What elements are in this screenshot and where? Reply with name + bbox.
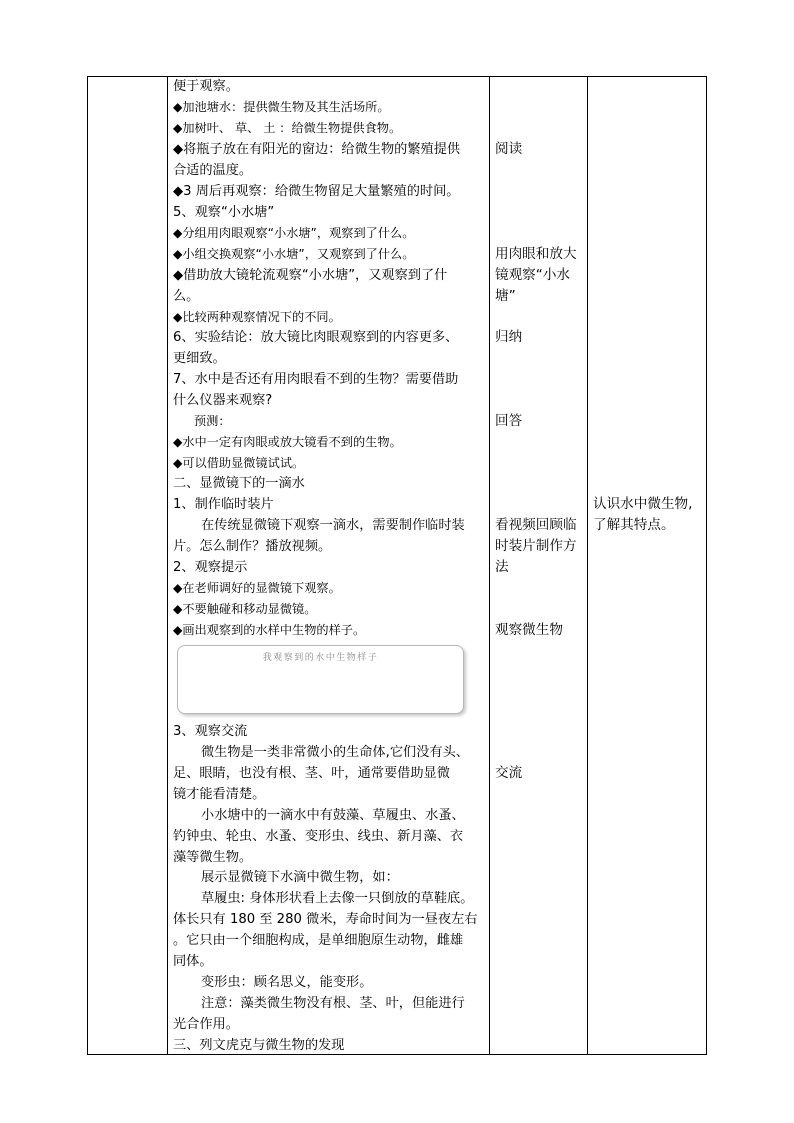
list-item: ◆在老师调好的显微镜下观察。 [173, 581, 341, 595]
text-line: 变形虫：顾名思义，能变形。 [201, 975, 373, 990]
activity-text: 阅读 [495, 141, 523, 157]
list-item: ◆借助放大镜轮流观察“小水塘”，又观察到了什 [173, 268, 448, 283]
text-line: 小水塘中的一滴水中有鼓藻、草履虫、水蚤、 [201, 808, 465, 823]
section-heading: 7、水中是否还有用肉眼看不到的生物？需要借助 [173, 372, 459, 387]
text-line: 。它只由一个细胞构成，是单细胞原生动物，雌雄 [173, 933, 464, 948]
list-item: ◆水中一定有肉眼或放大镜看不到的生物。 [173, 435, 402, 449]
text-line: 藻等微生物。 [173, 850, 253, 865]
text-line: 合适的温度。 [173, 163, 253, 178]
list-item: ◆3 周后再观察：给微生物留足大量繁殖的时间。 [173, 184, 460, 199]
text-line: 镜才能看清楚。 [173, 787, 266, 802]
activity-text: 回答 [495, 413, 523, 429]
list-item: ◆加池塘水：提供微生物及其生活场所。 [173, 100, 390, 114]
section-heading: 三、列文虎克与微生物的发现 [173, 1038, 345, 1053]
drawing-box-caption: 我观察到的水中生物样子 [262, 653, 379, 663]
text-line: 注意：藻类微生物没有根、茎、叶，但能进行 [201, 996, 465, 1011]
text-line: 足、眼睛，也没有根、茎、叶，通常要借助显微 [173, 766, 450, 781]
text-line: 么。 [173, 289, 200, 304]
section-heading: 3、观察交流 [173, 724, 248, 739]
activity-text: 时装片制作方 [495, 538, 577, 554]
text-line: 片。怎么制作？播放视频。 [173, 539, 332, 554]
activity-text: 法 [495, 559, 509, 575]
goal-text: 了解其特点。 [593, 517, 675, 533]
list-item: ◆可以借助显微镜试试。 [173, 456, 305, 470]
activity-text: 交流 [495, 765, 523, 781]
text-line: 微生物是一类非常微小的生命体,它们没有头、 [201, 745, 469, 760]
section-heading: 6、实验结论：放大镜比肉眼观察到的内容更多、 [173, 330, 459, 345]
text-line: 更细致。 [173, 351, 226, 366]
text-line: 光合作用。 [173, 1017, 239, 1032]
goal-text: 认识水中微生物, [593, 496, 693, 512]
text-line: 便于观察。 [173, 79, 239, 94]
list-item: ◆分组用肉眼观察“小水塘”，观察到了什么。 [173, 226, 415, 240]
section-heading: 二、显微镜下的一滴水 [173, 476, 305, 491]
text-line: 什么仪器来观察? [173, 393, 273, 408]
text-line: 预测： [194, 414, 231, 428]
section-heading: 5、观察“小水塘” [173, 205, 275, 220]
table-left-border [87, 76, 88, 1055]
text-line: 在传统显微镜下观察一滴水，需要制作临时装 [201, 518, 465, 533]
list-item: ◆小组交换观察“小水塘”，又观察到了什么。 [173, 247, 415, 261]
column-divider-1 [167, 76, 168, 1055]
section-heading: 1、制作临时装片 [173, 497, 274, 512]
list-item: ◆将瓶子放在有阳光的窗边：给微生物的繁殖提供 [173, 142, 461, 157]
activity-text: 镜观察“小水 [495, 267, 571, 283]
list-item: ◆加树叶、 草、 土 ：给微生物提供食物。 [173, 121, 402, 135]
activity-text: 归纳 [495, 329, 523, 345]
section-heading: 2、观察提示 [173, 560, 248, 575]
text-line: 同体。 [173, 954, 213, 969]
activity-text: 观察微生物 [495, 622, 563, 638]
activity-text: 看视频回顾临 [495, 517, 577, 533]
text-line: 钓钟虫、轮虫、水蚤、变形虫、线虫、新月藻、衣 [173, 829, 464, 844]
list-item: ◆比较两种观察情况下的不同。 [173, 310, 341, 324]
column-divider-2 [489, 76, 490, 1055]
list-item: ◆画出观察到的水样中生物的样子。 [173, 623, 366, 637]
text-line: 草履虫: 身体形状看上去像一只倒放的草鞋底。 [201, 891, 474, 906]
drawing-box [177, 645, 464, 714]
text-line: 展示显微镜下水滴中微生物，如： [201, 870, 399, 885]
table-right-border [706, 76, 707, 1055]
column-divider-3 [587, 76, 588, 1055]
activity-text: 用肉眼和放大 [495, 246, 577, 262]
list-item: ◆不要触碰和移动显微镜。 [173, 602, 317, 616]
activity-text: 塘” [495, 288, 516, 304]
text-line: 体长只有 180 至 280 微米，寿命时间为一昼夜左右 [173, 912, 478, 927]
